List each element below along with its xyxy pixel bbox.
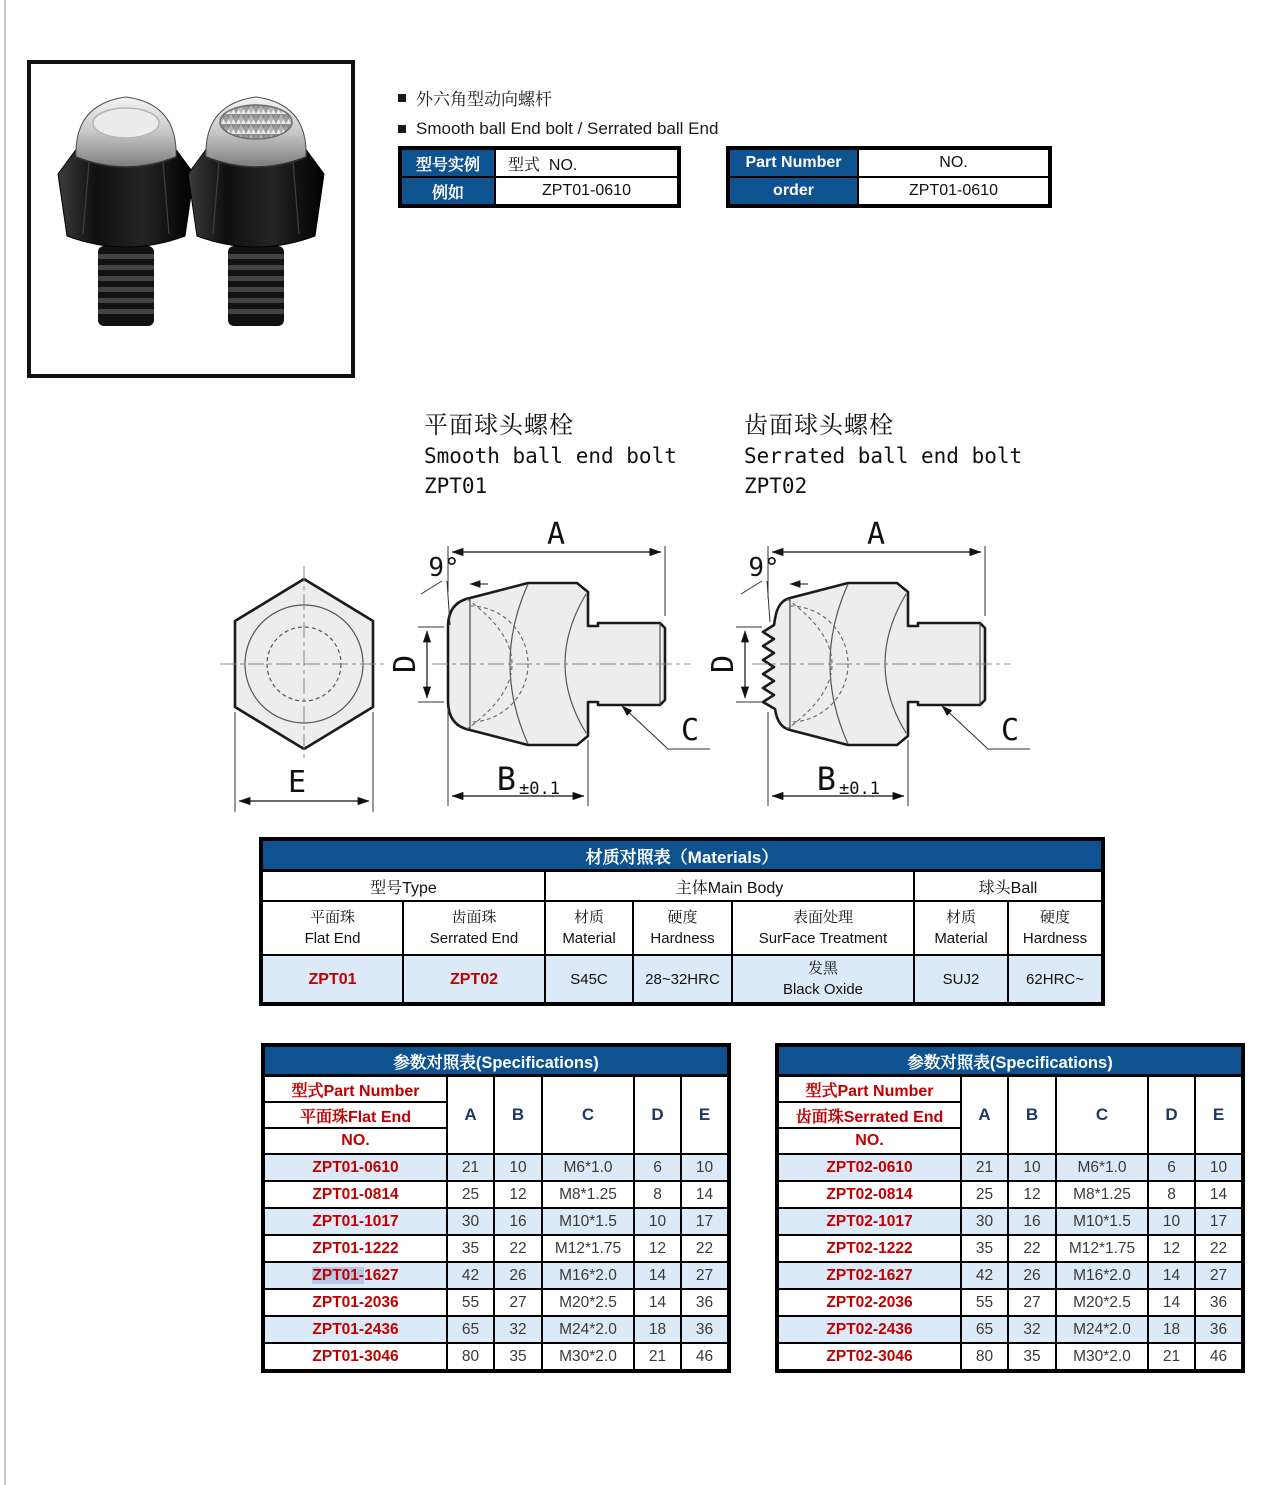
part-number-header-line2: 平面珠Flat End — [263, 1102, 447, 1128]
value-ball-material: SUJ2 — [914, 955, 1008, 1004]
part-number-header-line3: NO. — [777, 1128, 961, 1154]
table-row: ZPT02-1627 42 26 M16*2.0 14 27 — [777, 1262, 1243, 1289]
dim-label-e: E — [287, 765, 307, 800]
column-header-e: E — [681, 1076, 729, 1155]
table-row: ZPT02-1222 35 22 M12*1.75 12 22 — [777, 1235, 1243, 1262]
example-label: order — [728, 177, 858, 206]
technical-drawings — [190, 515, 1110, 820]
group-header-main-body: 主体Main Body — [545, 871, 914, 902]
column-header-d: D — [634, 1076, 681, 1155]
value-surface-treatment: 发黑 Black Oxide — [732, 955, 914, 1004]
spec-rows — [263, 1154, 729, 1371]
bolt-serrated — [188, 97, 324, 326]
part-number-with-selection: ZPT01-1627 — [263, 1262, 447, 1289]
table-row: ZPT01-0814 25 12 M8*1.25 8 14 — [263, 1181, 729, 1208]
bullet-square-icon — [398, 94, 406, 102]
column-header-e: E — [1195, 1076, 1243, 1155]
value-body-hardness: 28~32HRC — [633, 955, 732, 1004]
col-header-serrated-end: 齿面珠 Serrated End — [403, 901, 545, 955]
bolt-smooth — [58, 97, 194, 326]
example-value: NO. — [858, 148, 1050, 177]
example-label: Part Number — [728, 148, 858, 177]
part-number-header-line1: 型式Part Number — [777, 1076, 961, 1103]
col-header-ball-hardness: 硬度 Hardness — [1008, 901, 1103, 955]
table-row: ZPT01-2036 55 27 M20*2.5 14 36 — [263, 1289, 729, 1316]
part-number-header-line1: 型式Part Number — [263, 1076, 447, 1103]
table-row: ZPT01-3046 80 35 M30*2.0 21 46 — [263, 1343, 729, 1371]
spec-rows — [777, 1154, 1243, 1371]
drawing-title-zpt02 — [744, 410, 1022, 501]
value-flat-code: ZPT01 — [261, 955, 403, 1004]
column-header-a: A — [961, 1076, 1008, 1155]
materials-table-title: 材质对照表（Materials） — [261, 839, 1103, 871]
table-row: ZPT02-2436 65 32 M24*2.0 18 36 — [777, 1316, 1243, 1343]
title-cn: 齿面球头螺栓 — [744, 411, 894, 439]
page-edge-line — [4, 0, 6, 1485]
title-code: ZPT01 — [424, 474, 488, 498]
selected-text: ZPT01- — [312, 1266, 365, 1284]
dim-label-b: B — [816, 760, 836, 798]
example-part-number: ZPT01-0610 — [495, 177, 679, 206]
product-photo — [27, 60, 355, 378]
group-header-ball: 球头Ball — [914, 871, 1103, 902]
title-en: Smooth ball end bolt — [424, 444, 677, 468]
group-header-type: 型号Type — [261, 871, 545, 902]
column-header-a: A — [447, 1076, 494, 1155]
part-number-header-line3: NO. — [263, 1128, 447, 1154]
product-photo-image — [31, 64, 351, 374]
dim-label-a: A — [866, 517, 886, 552]
table-row: ZPT02-0610 21 10 M6*1.0 6 10 — [777, 1154, 1243, 1181]
col-header-surface-treatment: 表面处理 SurFace Treatment — [732, 901, 914, 955]
column-header-b: B — [1008, 1076, 1056, 1155]
value-ball-hardness: 62HRC~ — [1008, 955, 1103, 1004]
column-header-d: D — [1148, 1076, 1195, 1155]
example-label: 型号实例 — [400, 148, 495, 177]
spec-table-zpt02 — [775, 1043, 1245, 1373]
example-table-en — [726, 146, 1052, 208]
dim-label-angle: 9° — [748, 553, 780, 583]
column-header-c: C — [542, 1076, 634, 1155]
table-row: ZPT01-2436 65 32 M24*2.0 18 36 — [263, 1316, 729, 1343]
materials-table — [259, 837, 1105, 1006]
dim-label-b-tol: ±0.1 — [519, 779, 560, 799]
title-en: Serrated ball end bolt — [744, 444, 1023, 468]
dim-label-c: C — [680, 713, 700, 748]
side-view-zpt01 — [388, 517, 710, 806]
spec-table-title: 参数对照表(Specifications) — [263, 1045, 729, 1076]
dim-label-a: A — [546, 517, 566, 552]
spec-table-zpt01 — [261, 1043, 731, 1373]
dim-label-b: B — [496, 760, 516, 798]
side-view-zpt02 — [706, 517, 1030, 806]
dim-label-d: D — [388, 654, 423, 674]
hex-end-view — [220, 566, 388, 812]
table-row-selected: ZPT01-1627 42 26 M16*2.0 14 27 — [263, 1262, 729, 1289]
col-header-body-material: 材质 Material — [545, 901, 633, 955]
drawing-title-zpt01 — [424, 410, 677, 501]
part-number-header-line2: 齿面珠Serrated End — [777, 1102, 961, 1128]
bullet-line-en — [398, 113, 718, 144]
value-serrated-code: ZPT02 — [403, 955, 545, 1004]
column-header-c: C — [1056, 1076, 1148, 1155]
bullet-line-cn — [398, 82, 718, 113]
table-row: ZPT02-3046 80 35 M30*2.0 21 46 — [777, 1343, 1243, 1371]
dim-label-angle: 9° — [428, 553, 460, 583]
spec-table-title: 参数对照表(Specifications) — [777, 1045, 1243, 1076]
col-header-ball-material: 材质 Material — [914, 901, 1008, 955]
value-body-material: S45C — [545, 955, 633, 1004]
table-row: ZPT02-0814 25 12 M8*1.25 8 14 — [777, 1181, 1243, 1208]
col-header-body-hardness: 硬度 Hardness — [633, 901, 732, 955]
example-part-number: ZPT01-0610 — [858, 177, 1050, 206]
bullet-text-en: Smooth ball End bolt / Serrated ball End — [416, 118, 719, 138]
title-code: ZPT02 — [744, 474, 808, 498]
title-cn: 平面球头螺栓 — [424, 411, 574, 439]
bullet-text-cn: 外六角型动向螺杆 — [416, 90, 552, 109]
dim-label-b-tol: ±0.1 — [839, 779, 880, 799]
table-row: ZPT02-2036 55 27 M20*2.5 14 36 — [777, 1289, 1243, 1316]
col-header-flat-end: 平面珠 Flat End — [261, 901, 403, 955]
dim-label-d: D — [706, 654, 741, 674]
header-bullets — [398, 82, 718, 144]
table-row: ZPT02-1017 30 16 M10*1.5 10 17 — [777, 1208, 1243, 1235]
table-row: ZPT01-1222 35 22 M12*1.75 12 22 — [263, 1235, 729, 1262]
table-row: ZPT01-1017 30 16 M10*1.5 10 17 — [263, 1208, 729, 1235]
example-value: 型式 NO. — [495, 148, 679, 177]
bullet-square-icon — [398, 125, 406, 133]
example-label: 例如 — [400, 177, 495, 206]
dim-label-c: C — [1000, 713, 1020, 748]
column-header-b: B — [494, 1076, 542, 1155]
example-table-cn — [398, 146, 681, 208]
table-row: ZPT01-0610 21 10 M6*1.0 6 10 — [263, 1154, 729, 1181]
